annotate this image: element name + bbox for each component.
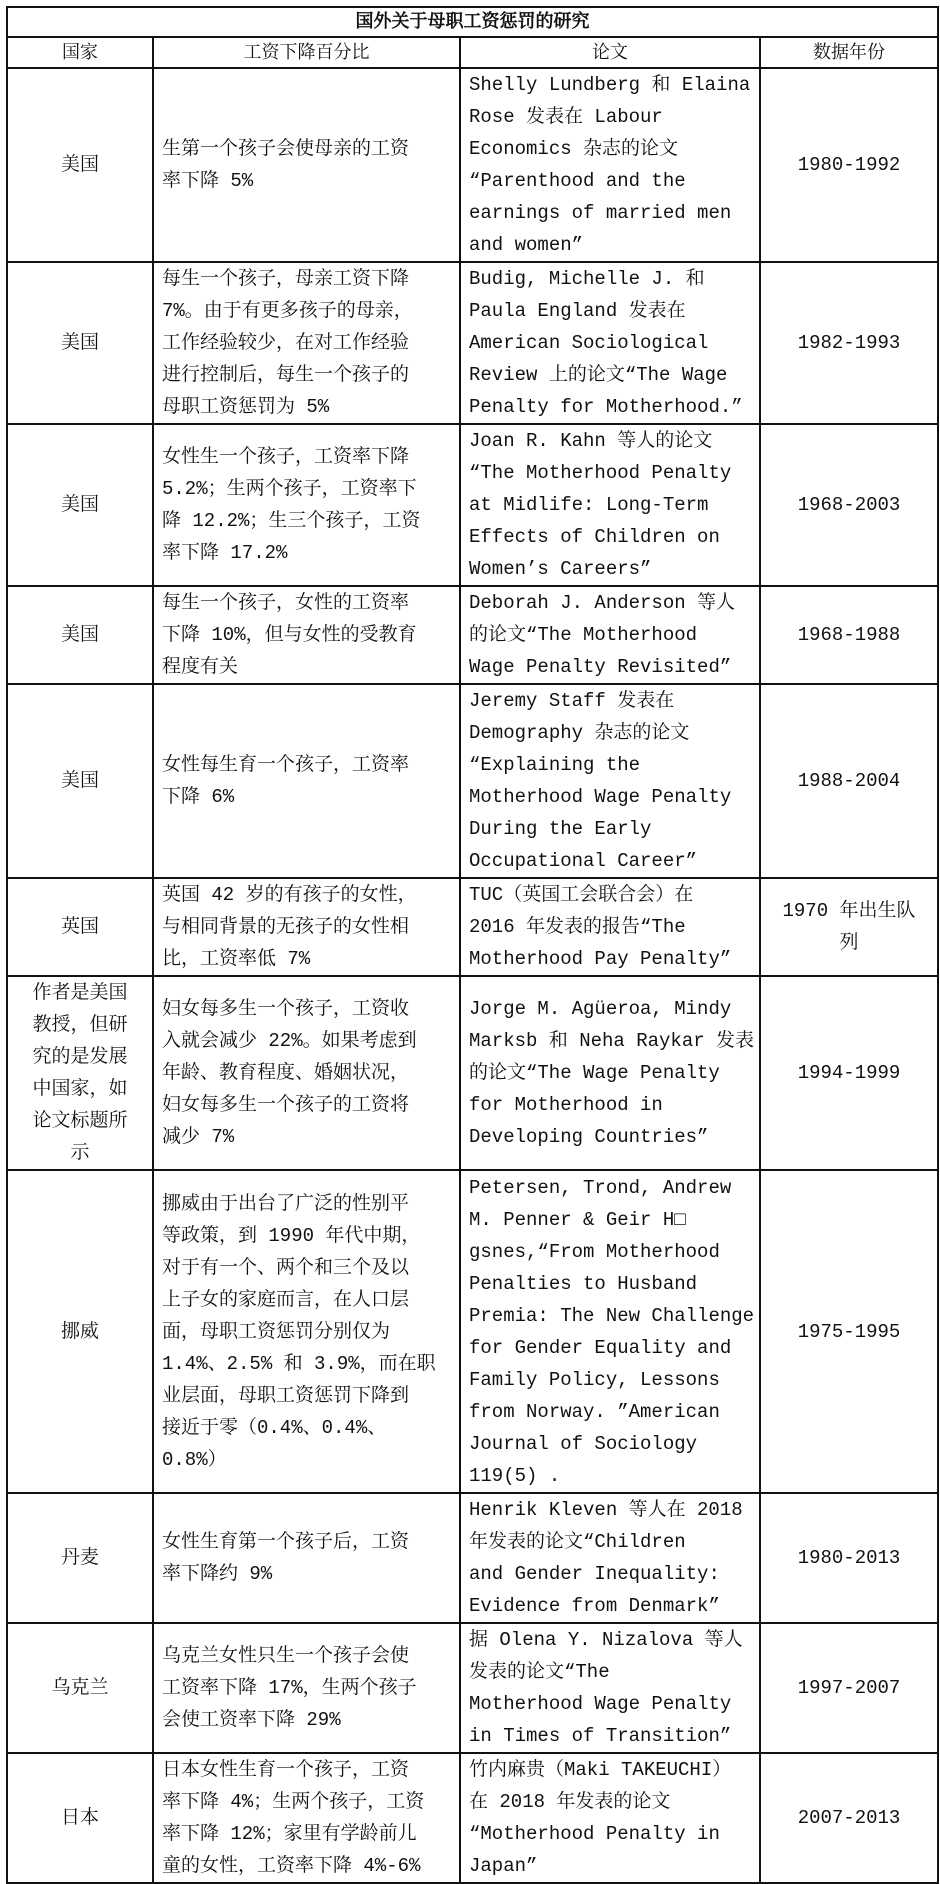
- cell-text-line: 率下降 4%；生两个孩子，工资: [162, 1791, 425, 1813]
- cell-text-line: in Times of Transition”: [469, 1725, 732, 1747]
- cell-text-line: 1997-2007: [797, 1677, 901, 1699]
- cell-text-line: 每生一个孩子，母亲工资下降: [162, 268, 410, 290]
- cell-text-line: 据 Olena Y. Nizalova 等人: [469, 1629, 743, 1651]
- cell-text-line: 乌克兰女性只生一个孩子会使: [162, 1645, 410, 1667]
- cell-text-line: 面，母职工资惩罚分别仅为: [162, 1320, 391, 1343]
- paper-cell: [460, 1623, 760, 1753]
- cell-text-line: 究的是发展: [32, 1046, 128, 1068]
- cell-text-line: Motherhood Wage Penalty: [469, 786, 732, 808]
- wage-decline-cell: [153, 1753, 460, 1883]
- cell-text-line: 作者是美国: [32, 982, 128, 1004]
- cell-text-line: Demography 杂志的论文: [469, 722, 690, 744]
- cell-text-line: 美国: [60, 770, 99, 792]
- data-years-cell: [760, 424, 938, 586]
- cell-text-line: 示: [70, 1142, 90, 1164]
- cell-text-line: 下降 6%: [162, 786, 235, 808]
- cell-text-line: 年龄、教育程度、婚姻状况，: [162, 1062, 410, 1084]
- cell-text-line: 119(5) .: [469, 1464, 561, 1487]
- cell-text-line: TUC（英国工会联合会）在: [469, 884, 694, 906]
- cell-text-line: Budig, Michelle J. 和: [469, 268, 705, 290]
- cell-text-line: Paula England 发表在: [469, 300, 686, 322]
- cell-text-line: Deborah J. Anderson 等人: [469, 592, 736, 614]
- cell-text-line: 英国 42 岁的有孩子的女性，: [162, 884, 417, 906]
- country-cell: [7, 424, 153, 586]
- data-years-cell: [760, 684, 938, 878]
- wage-decline-cell: [153, 68, 460, 262]
- table-row: [7, 1753, 938, 1883]
- cell-text-line: 竹内麻贵（Maki TAKEUCHI）: [469, 1759, 732, 1781]
- table-row: [7, 684, 938, 878]
- wage-decline-cell: [153, 1623, 460, 1753]
- cell-text-line: 妇女每多生一个孩子的工资将: [162, 1094, 410, 1116]
- cell-text-line: 2007-2013: [797, 1807, 901, 1829]
- paper-cell: [460, 262, 760, 424]
- cell-text-line: Economics 杂志的论文: [469, 138, 679, 160]
- cell-text-line: 女性每生育一个孩子，工资率: [162, 754, 410, 776]
- paper-cell: [460, 976, 760, 1170]
- paper-cell: [460, 1493, 760, 1623]
- cell-text-line: 5.2%；生两个孩子，工资率下: [162, 478, 417, 500]
- cell-text-line: 日本: [60, 1807, 99, 1829]
- cell-text-line: 2016 年发表的报告“The: [469, 916, 686, 938]
- cell-text-line: M. Penner & Geir H□: [469, 1208, 686, 1231]
- cell-text-line: 1980-2013: [797, 1547, 901, 1569]
- cell-text-line: Wage Penalty Revisited”: [469, 656, 732, 678]
- cell-text-line: 挪威由于出台了广泛的性别平: [162, 1192, 410, 1215]
- cell-text-line: 挪威: [60, 1320, 99, 1343]
- table-row: [7, 68, 938, 262]
- cell-text-line: Joan R. Kahn 等人的论文: [469, 430, 713, 452]
- research-table: [6, 6, 939, 1884]
- wage-decline-cell: [153, 424, 460, 586]
- cell-text-line: 业层面，母职工资惩罚下降到: [162, 1384, 410, 1407]
- cell-text-line: 入就会减少 22%。如果考虑到: [162, 1030, 417, 1052]
- cell-text-line: Penalty for Motherhood.”: [469, 396, 743, 418]
- cell-text-line: 生第一个孩子会使母亲的工资: [162, 138, 410, 160]
- cell-text-line: 接近于零（0.4%、0.4%、: [162, 1416, 387, 1439]
- cell-text-line: at Midlife: Long-Term: [469, 494, 709, 516]
- cell-text-line: from Norway. ”American: [469, 1400, 720, 1423]
- cell-text-line: Women’s Careers”: [469, 558, 652, 580]
- cell-text-line: Motherhood Wage Penalty: [469, 1693, 732, 1715]
- cell-text-line: 美国: [60, 154, 99, 176]
- cell-text-line: 1968-2003: [797, 494, 901, 516]
- cell-text-line: earnings of married men: [469, 202, 732, 224]
- cell-text-line: 等政策，到 1990 年代中期，: [162, 1224, 421, 1247]
- cell-text-line: Shelly Lundberg 和 Elaina: [469, 74, 751, 96]
- cell-text-line: “The Motherhood Penalty: [469, 462, 732, 484]
- cell-text-line: 进行控制后，每生一个孩子的: [162, 364, 410, 386]
- cell-text-line: Review 上的论文“The Wage: [469, 364, 728, 386]
- cell-text-line: 1982-1993: [797, 332, 901, 354]
- wage-decline-cell: [153, 262, 460, 424]
- cell-text-line: 率下降 5%: [162, 170, 254, 192]
- table-row: [7, 586, 938, 684]
- cell-text-line: 工作经验较少，在对工作经验: [162, 332, 410, 354]
- data-years-cell: [760, 976, 938, 1170]
- cell-text-line: 1975-1995: [797, 1320, 901, 1343]
- cell-text-line: 的论文“The Motherhood: [469, 624, 698, 646]
- wage-decline-cell: [153, 684, 460, 878]
- paper-cell: [460, 424, 760, 586]
- country-cell: [7, 684, 153, 878]
- cell-text-line: Rose 发表在 Labour: [469, 106, 663, 128]
- cell-text-line: 1.4%、2.5% 和 3.9%，而在职: [162, 1352, 436, 1375]
- table-row: [7, 1623, 938, 1753]
- country-cell: [7, 976, 153, 1170]
- data-years-cell: [760, 586, 938, 684]
- data-years-cell: [760, 1623, 938, 1753]
- cell-text-line: 中国家，如: [32, 1078, 128, 1100]
- table-row: [7, 262, 938, 424]
- cell-text-line: 日本女性生育一个孩子，工资: [162, 1759, 410, 1781]
- cell-text-line: 7%。由于有更多孩子的母亲，: [162, 300, 413, 322]
- cell-text-line: and Gender Inequality:: [469, 1563, 720, 1585]
- table-header-row: [7, 37, 938, 68]
- cell-text-line: Marksb 和 Neha Raykar 发表: [469, 1030, 755, 1052]
- cell-text-line: 论文标题所: [32, 1110, 128, 1132]
- cell-text-line: “Explaining the: [469, 754, 641, 776]
- cell-text-line: 降 12.2%；生三个孩子，工资: [162, 510, 421, 532]
- header-paper: 论文: [460, 37, 760, 68]
- country-cell: [7, 1753, 153, 1883]
- cell-text-line: Petersen, Trond, Andrew: [469, 1176, 732, 1199]
- cell-text-line: 1988-2004: [797, 770, 901, 792]
- cell-text-line: Evidence from Denmark”: [469, 1595, 720, 1617]
- cell-text-line: Japan”: [469, 1855, 538, 1877]
- country-cell: [7, 68, 153, 262]
- paper-cell: [460, 684, 760, 878]
- cell-text-line: American Sociological: [469, 332, 709, 354]
- cell-text-line: 比，工资率低 7%: [162, 948, 311, 970]
- cell-text-line: Family Policy, Lessons: [469, 1368, 720, 1391]
- wage-decline-cell: [153, 878, 460, 976]
- cell-text-line: Jorge M. Agüeroa, Mindy: [469, 998, 732, 1020]
- cell-text-line: “Motherhood Penalty in: [469, 1823, 720, 1845]
- cell-text-line: Effects of Children on: [469, 526, 720, 548]
- cell-text-line: 率下降 12%；家里有学龄前儿: [162, 1823, 417, 1845]
- data-years-cell: [760, 1493, 938, 1623]
- cell-text-line: 年发表的论文“Children: [469, 1531, 686, 1553]
- cell-text-line: Occupational Career”: [469, 850, 698, 872]
- cell-text-line: Jeremy Staff 发表在: [469, 690, 675, 712]
- cell-text-line: 美国: [60, 332, 99, 354]
- country-cell: [7, 586, 153, 684]
- country-cell: [7, 1493, 153, 1623]
- country-cell: [7, 1170, 153, 1493]
- wage-decline-cell: [153, 1170, 460, 1493]
- cell-text-line: Developing Countries”: [469, 1126, 709, 1148]
- table-row: [7, 878, 938, 976]
- cell-text-line: 1980-1992: [797, 154, 901, 176]
- country-cell: [7, 262, 153, 424]
- data-years-cell: [760, 1753, 938, 1883]
- cell-text-line: 英国: [60, 916, 99, 938]
- cell-text-line: 美国: [60, 624, 99, 646]
- data-years-cell: [760, 262, 938, 424]
- cell-text-line: for Motherhood in: [469, 1094, 663, 1116]
- table-row: [7, 976, 938, 1170]
- header-wage-decline: 工资下降百分比: [153, 37, 460, 68]
- cell-text-line: 美国: [60, 494, 99, 516]
- cell-text-line: Penalties to Husband: [469, 1272, 698, 1295]
- cell-text-line: 童的女性，工资率下降 4%-6%: [162, 1855, 421, 1877]
- data-years-cell: [760, 68, 938, 262]
- cell-text-line: 发表的论文“The: [469, 1661, 610, 1683]
- cell-text-line: 女性生一个孩子，工资率下降: [162, 446, 410, 468]
- cell-text-line: 0.8%）: [162, 1448, 227, 1471]
- country-cell: [7, 878, 153, 976]
- cell-text-line: 列: [839, 932, 859, 954]
- cell-text-line: 的论文“The Wage Penalty: [469, 1062, 720, 1084]
- table-title: 国外关于母职工资惩罚的研究: [7, 7, 938, 37]
- paper-cell: [460, 1753, 760, 1883]
- header-country: 国家: [7, 37, 153, 68]
- wage-decline-cell: [153, 976, 460, 1170]
- cell-text-line: and women”: [469, 234, 584, 256]
- cell-text-line: 妇女每多生一个孩子，工资收: [162, 998, 410, 1020]
- cell-text-line: gsnes,“From Motherhood: [469, 1240, 720, 1263]
- cell-text-line: 上子女的家庭而言，在人口层: [162, 1288, 410, 1311]
- cell-text-line: 教授，但研: [32, 1014, 128, 1036]
- table-row: [7, 1493, 938, 1623]
- cell-text-line: 程度有关: [162, 656, 239, 678]
- cell-text-line: 下降 10%，但与女性的受教育: [162, 624, 417, 646]
- wage-decline-cell: [153, 586, 460, 684]
- cell-text-line: 乌克兰: [51, 1677, 109, 1699]
- cell-text-line: 工资率下降 17%，生两个孩子: [162, 1677, 417, 1699]
- cell-text-line: 与相同背景的无孩子的女性相: [162, 916, 410, 938]
- cell-text-line: During the Early: [469, 818, 652, 840]
- cell-text-line: 女性生育第一个孩子后，工资: [162, 1531, 410, 1553]
- data-years-cell: [760, 878, 938, 976]
- cell-text-line: 减少 7%: [162, 1126, 235, 1148]
- table-row: [7, 424, 938, 586]
- cell-text-line: “Parenthood and the: [469, 170, 686, 192]
- cell-text-line: Henrik Kleven 等人在 2018: [469, 1499, 743, 1521]
- cell-text-line: 对于有一个、两个和三个及以: [162, 1256, 410, 1279]
- cell-text-line: 率下降约 9%: [162, 1563, 273, 1585]
- wage-decline-cell: [153, 1493, 460, 1623]
- cell-text-line: Journal of Sociology: [469, 1432, 698, 1455]
- cell-text-line: Motherhood Pay Penalty”: [469, 948, 732, 970]
- table-title-row: [7, 7, 938, 37]
- paper-cell: [460, 586, 760, 684]
- table-row: [7, 1170, 938, 1493]
- paper-cell: [460, 68, 760, 262]
- cell-text-line: 1970 年出生队: [782, 900, 916, 922]
- cell-text-line: 1968-1988: [797, 624, 901, 646]
- paper-cell: [460, 1170, 760, 1493]
- cell-text-line: 母职工资惩罚为 5%: [162, 396, 330, 418]
- cell-text-line: 1994-1999: [797, 1062, 901, 1084]
- cell-text-line: Premia: The New Challenge: [469, 1304, 755, 1327]
- cell-text-line: 率下降 17.2%: [162, 542, 288, 564]
- cell-text-line: 会使工资率下降 29%: [162, 1709, 341, 1731]
- cell-text-line: 在 2018 年发表的论文: [469, 1791, 671, 1813]
- cell-text-line: 丹麦: [60, 1547, 99, 1569]
- cell-text-line: 每生一个孩子，女性的工资率: [162, 592, 410, 614]
- data-years-cell: [760, 1170, 938, 1493]
- cell-text-line: for Gender Equality and: [469, 1336, 732, 1359]
- header-data-years: 数据年份: [760, 37, 938, 68]
- country-cell: [7, 1623, 153, 1753]
- paper-cell: [460, 878, 760, 976]
